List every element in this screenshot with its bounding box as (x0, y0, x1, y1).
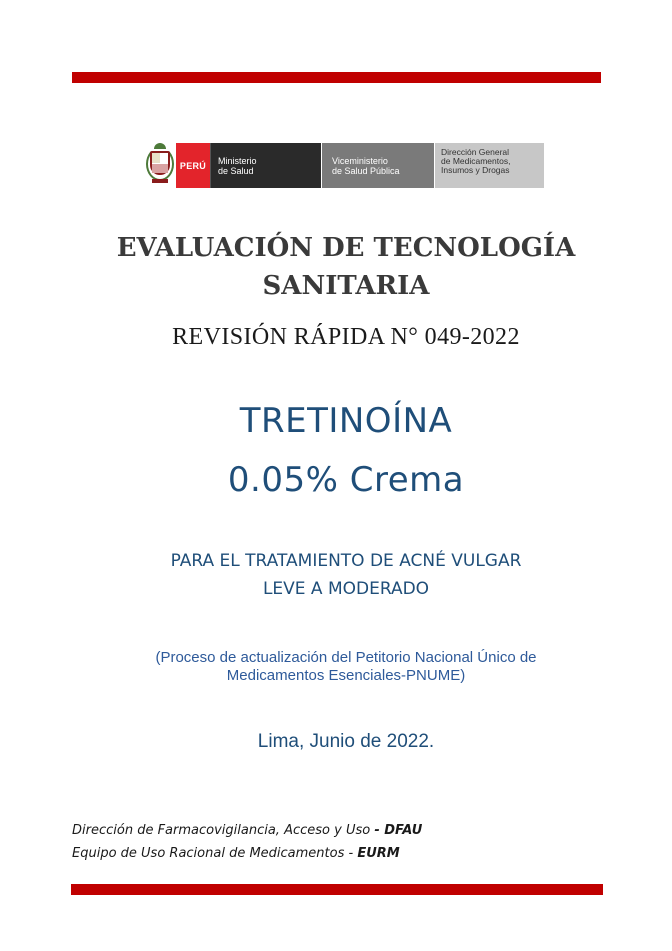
directorate-label: Dirección General de Medicamentos, Insumos y Drogas (434, 143, 544, 188)
drug-name: TRETINOÍNA (239, 401, 453, 441)
footer-team: Equipo de Uso Racional de Medicamentos - EURM (72, 846, 400, 861)
institution-logo-banner (144, 143, 544, 188)
revision-number: REVISIÓN RÁPIDA N° 049-2022 (172, 324, 520, 350)
top-red-bar (72, 72, 601, 83)
ministry-label: Ministerio de Salud (210, 143, 321, 188)
document-title-line2: SANITARIA (262, 271, 430, 301)
indication-line2: LEVE A MODERADO (262, 579, 430, 599)
footer-department: Dirección de Farmacovigilancia, Acceso y Uso - DFAU (72, 823, 423, 838)
document-date: Lima, Junio de 2022. (257, 731, 435, 752)
peru-logo-label: PERÚ (176, 143, 210, 188)
indication-line1: PARA EL TRATAMIENTO DE ACNÉ VULGAR (170, 551, 522, 571)
vice-ministry-label: Viceministerio de Salud Pública (321, 143, 434, 188)
document-title-line1: EVALUACIÓN DE TECNOLOGÍA (116, 233, 576, 263)
process-note-line1: (Proceso de actualización del Petitorio Nacional Único de (155, 649, 537, 666)
drug-form: 0.05% Crema (227, 460, 465, 500)
bottom-red-bar (71, 884, 603, 895)
peru-coat-of-arms-icon (144, 143, 176, 188)
process-note-line2: Medicamentos Esenciales-PNUME) (226, 667, 466, 684)
